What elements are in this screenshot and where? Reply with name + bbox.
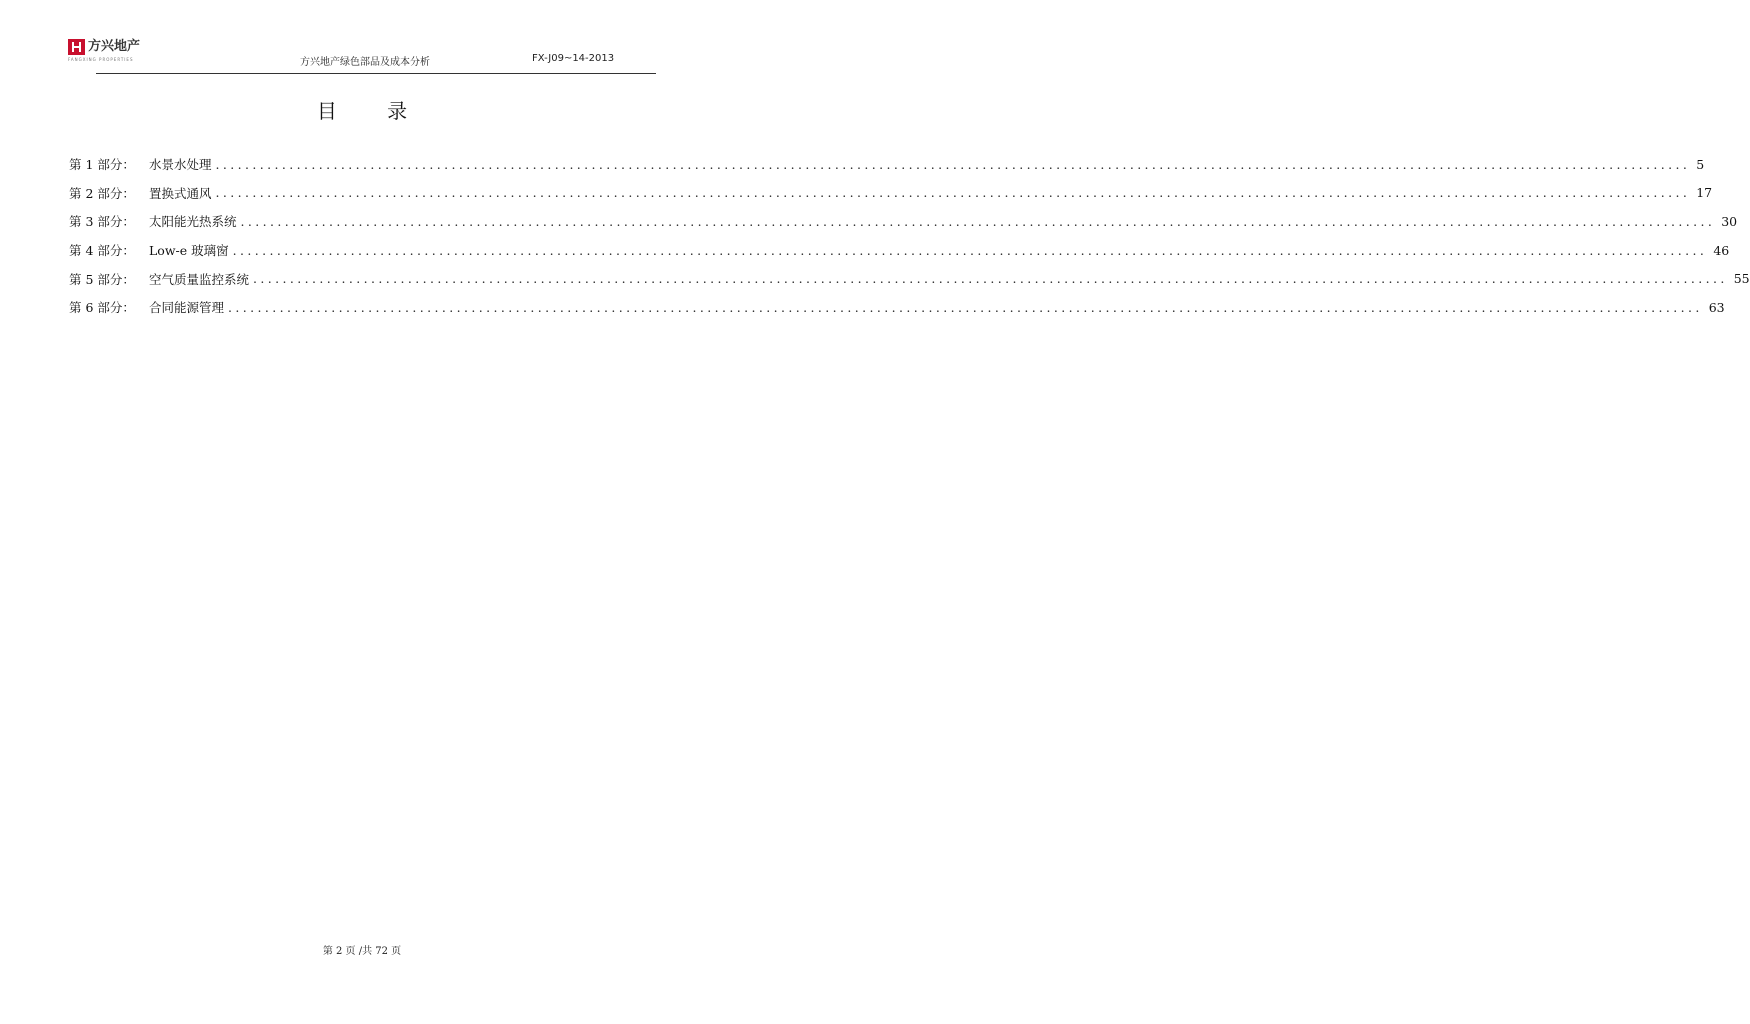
toc-entry[interactable] bbox=[69, 236, 1730, 265]
header-rule bbox=[96, 73, 656, 74]
toc-label: 太阳能光热系统 bbox=[149, 214, 237, 230]
toc-page: 46 bbox=[1713, 242, 1730, 258]
company-logo bbox=[68, 38, 148, 64]
toc-label: 置换式通风 bbox=[149, 185, 212, 201]
toc-entry[interactable] bbox=[69, 264, 1750, 293]
toc-part: 第 2 部分： bbox=[69, 185, 135, 201]
table-of-contents bbox=[69, 150, 1750, 322]
toc-label: 水景水处理 bbox=[149, 157, 212, 173]
document-code: FX-J09~14-2013 bbox=[532, 53, 615, 64]
toc-page: 5 bbox=[1696, 156, 1705, 172]
toc-page: 55 bbox=[1733, 271, 1750, 287]
toc-leader: ........................................................................................................................................................................................................ bbox=[215, 156, 1691, 172]
toc-leader: ........................................................................................................................................................................................................ bbox=[240, 213, 1716, 229]
toc-part: 第 3 部分： bbox=[69, 214, 135, 230]
header-title: 方兴地产绿色部品及成本分析 bbox=[300, 57, 430, 68]
toc-leader: ........................................................................................................................................................................................................ bbox=[215, 185, 1691, 201]
toc-page: 63 bbox=[1708, 299, 1725, 315]
toc-entry[interactable] bbox=[69, 150, 1705, 179]
page-header bbox=[68, 38, 658, 76]
logo-mark-icon bbox=[68, 39, 85, 55]
toc-entry[interactable] bbox=[69, 207, 1738, 236]
toc-part: 第 1 部分： bbox=[69, 157, 135, 173]
toc-leader: ........................................................................................................................................................................................................ bbox=[232, 242, 1708, 258]
toc-part: 第 5 部分： bbox=[69, 271, 135, 287]
toc-label: 合同能源管理 bbox=[149, 300, 225, 316]
toc-page: 30 bbox=[1721, 213, 1738, 229]
toc-part: 第 4 部分： bbox=[69, 243, 135, 259]
page-footer: 第 2 页 /共 72 页 bbox=[322, 946, 402, 957]
toc-entry[interactable] bbox=[69, 293, 1725, 322]
toc-label: 空气质量监控系统 bbox=[149, 271, 250, 287]
toc-leader: ........................................................................................................................................................................................................ bbox=[228, 299, 1703, 315]
toc-leader: ........................................................................................................................................................................................................ bbox=[253, 271, 1728, 287]
logo-subtitle: FANGXING PROPERTIES bbox=[68, 57, 134, 62]
logo-name: 方兴地产 bbox=[88, 39, 141, 54]
toc-entry[interactable] bbox=[69, 179, 1713, 208]
document-title: 目 录 bbox=[316, 99, 430, 123]
toc-part: 第 6 部分： bbox=[69, 300, 135, 316]
toc-label: Low-e 玻璃窗 bbox=[149, 243, 229, 259]
toc-page: 17 bbox=[1696, 185, 1713, 201]
